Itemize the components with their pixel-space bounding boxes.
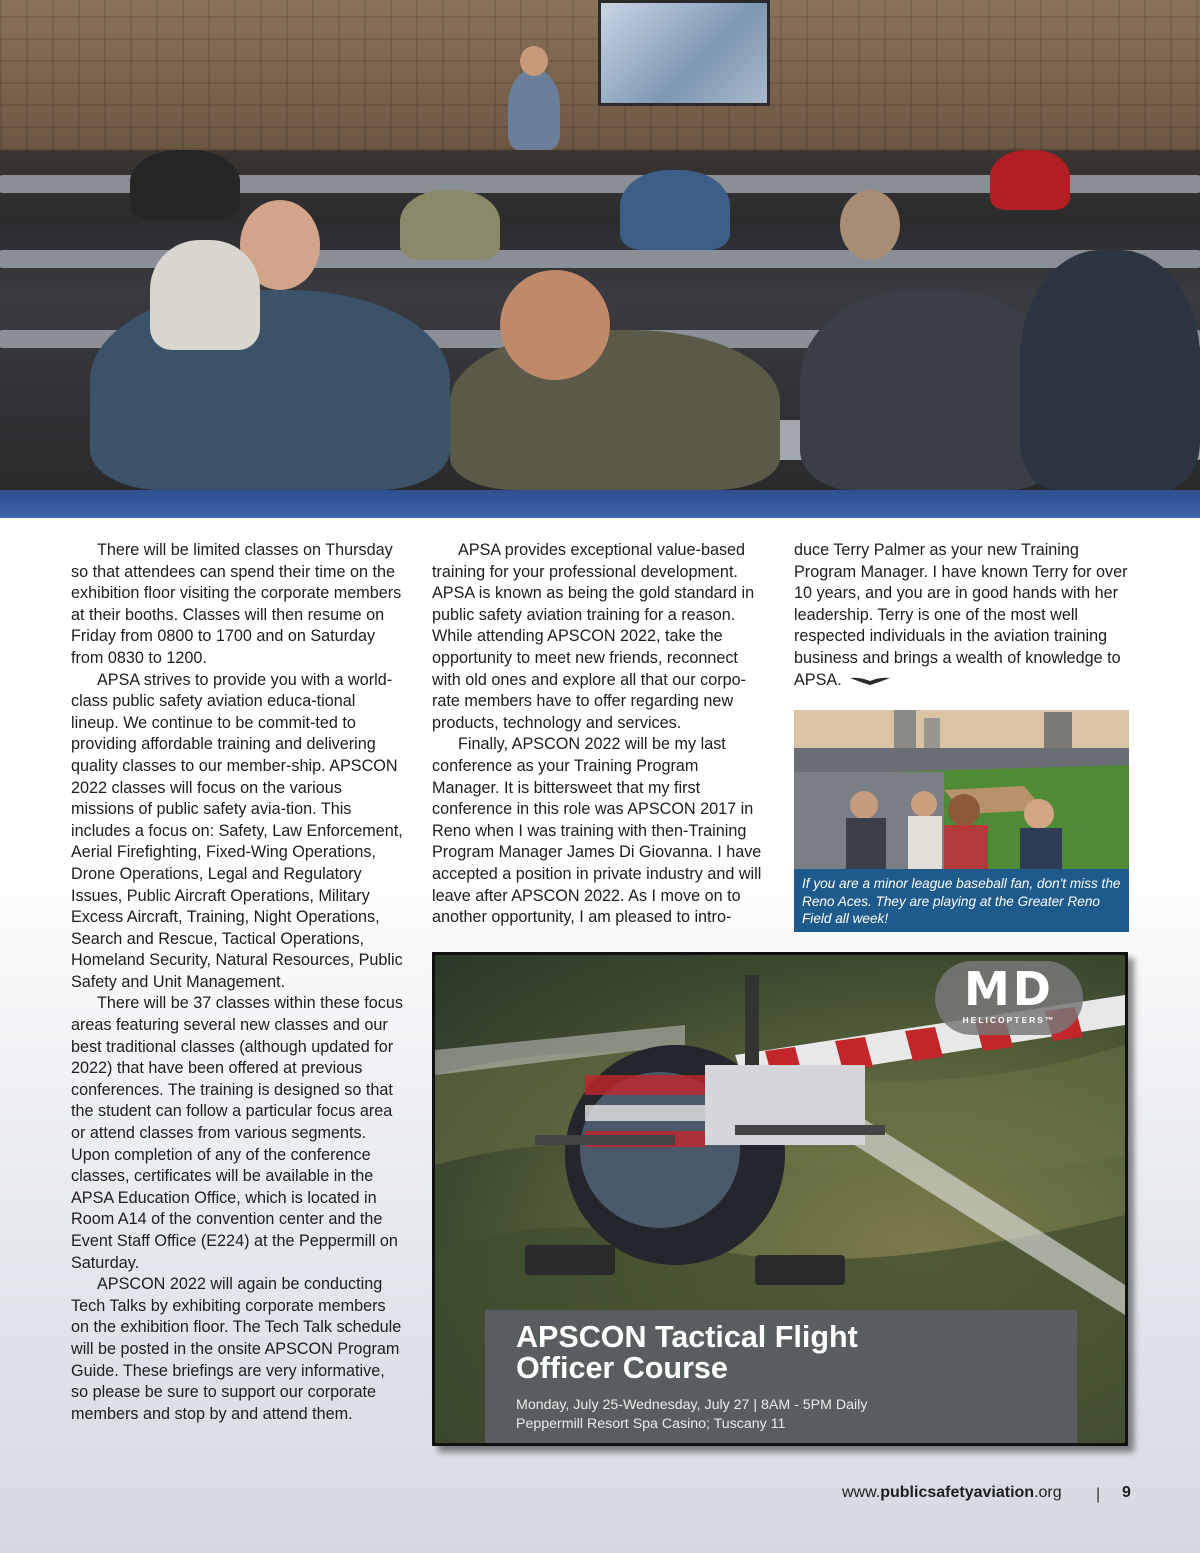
photo-caption: If you are a minor league baseball fan, don't miss the Reno Aces. They are playing at the Greater Reno Field all week!	[794, 869, 1129, 932]
paragraph: APSA provides exceptional value-based training for your professional development. APSA is known as being the gold standard in public safety aviation training for a reason. While attending APSCON 2022, take the opportunity to meet new friends, reconnect with old ones and explore all that our corpo-rate members have to offer regarding new products, technology and services.	[432, 541, 755, 732]
ad-details	[516, 1396, 1076, 1434]
paragraph: There will be 37 classes within these focus areas featuring several new classes and our best traditional classes (although updated for 2022) that have been offered at previous conferences. The training is designed so that the student can follow a particular focus area or attend classes from various segments. Upon completion of any of the conference classes, certificates will be available in the APSA Education Office, which is located in Room A14 of the convention center and the Event Staff Office (E224) at the Peppermill on Saturday.	[71, 994, 403, 1272]
paragraph	[794, 540, 1130, 691]
url-domain: publicsafetyaviation	[880, 1484, 1035, 1501]
attendee-figure	[620, 170, 730, 250]
hero-blue-band	[0, 490, 1200, 518]
article-column-3	[794, 540, 1130, 691]
paragraph: APSCON 2022 will again be conducting Tech Talks by exhibiting corporate members on the exhibition floor. The Tech Talk schedule will be posted in the onsite APSCON Program Guide. These briefings are very informative, so please be sure to support our corporate members and stop by and attend them.	[71, 1275, 402, 1423]
attendee-figure	[90, 290, 450, 490]
hero-conference-photo	[0, 0, 1200, 490]
presenter-head	[520, 46, 548, 76]
baseball-photo-box	[794, 710, 1129, 932]
logo-subtitle-text: HELICOPTERS™	[962, 1015, 1056, 1025]
footer-url[interactable]	[842, 1484, 1062, 1501]
logo-md-text: MD	[964, 962, 1054, 1016]
attendee-figure	[130, 150, 240, 220]
article-column-1	[71, 540, 406, 1425]
attendee-figure	[400, 190, 500, 260]
url-prefix: www.	[842, 1484, 881, 1501]
ad-date-line: Monday, July 25-Wednesday, July 27 | 8AM - 5PM Daily	[516, 1397, 868, 1413]
ad-title-line: APSCON Tactical Flight	[516, 1320, 858, 1354]
page-footer	[842, 1484, 1132, 1510]
attendee-head	[500, 270, 610, 380]
wings-end-mark-icon	[850, 675, 890, 685]
attendee-figure	[450, 330, 780, 490]
paragraph: Finally, APSCON 2022 will be my last conference as your Training Program Manager. It is bittersweet that my first conference in this role was APSCON 2017 in Reno when I was training with then-Training Program Manager James Di Giovanna. I have accepted a position in private industry and will leave after APSCON 2022. As I move on to another opportunity, I am pleased to intro-	[432, 735, 762, 927]
paragraph-text: duce Terry Palmer as your new Training Program Manager. I have known Terry for over 10 years, and you are in good hands with her leadership. Terry is one of the most well respected individuals in the aviation training business and brings a wealth of knowledge to APSA.	[794, 541, 1128, 689]
ad-text-panel	[485, 1310, 1077, 1446]
baseball-stadium-photo	[794, 710, 1129, 869]
attendee-figure	[1020, 250, 1200, 490]
ad-title	[516, 1322, 1076, 1384]
paragraph: APSA strives to provide you with a world-class public safety aviation educa-tional lineup. We continue to be commit-ted to providing affordable training and delivering quality classes to our member-ship. APSCON 2022 classes will focus on the various missions of public safety avia-tion. This includes a focus on: Safety, Law Enforcement, Aerial Firefighting, Fixed-Wing Operations, Drone Operations, Legal and Regulatory Issues, Public Aircraft Operations, Military Excess Aircraft, Training, Night Operations, Search and Rescue, Tactical Operations, Homeland Security, Natural Resources, Public Safety and Unit Management.	[71, 670, 403, 991]
attendee-head	[840, 190, 900, 260]
page-number: 9	[1122, 1484, 1131, 1501]
ad-title-line: Officer Course	[516, 1351, 728, 1385]
footer-separator: |	[1096, 1486, 1101, 1503]
url-suffix: .org	[1034, 1484, 1062, 1501]
paragraph: There will be limited classes on Thursday so that attendees can spend their time on the exhibition floor visiting the corporate members at their booths. Classes will then resume on Friday from 0800 to 1700 and on Saturday from 0830 to 1200.	[71, 541, 402, 667]
projection-screen	[598, 0, 770, 106]
ad-location-line: Peppermill Resort Spa Casino; Tuscany 11	[516, 1416, 786, 1432]
md-helicopters-ad	[432, 952, 1128, 1446]
attendee-figure	[150, 240, 260, 350]
attendee-figure	[990, 150, 1070, 210]
stadium-illustration-icon	[794, 710, 1129, 869]
md-helicopters-logo	[935, 961, 1083, 1035]
presenter-figure	[508, 70, 560, 150]
article-column-2	[432, 540, 768, 929]
